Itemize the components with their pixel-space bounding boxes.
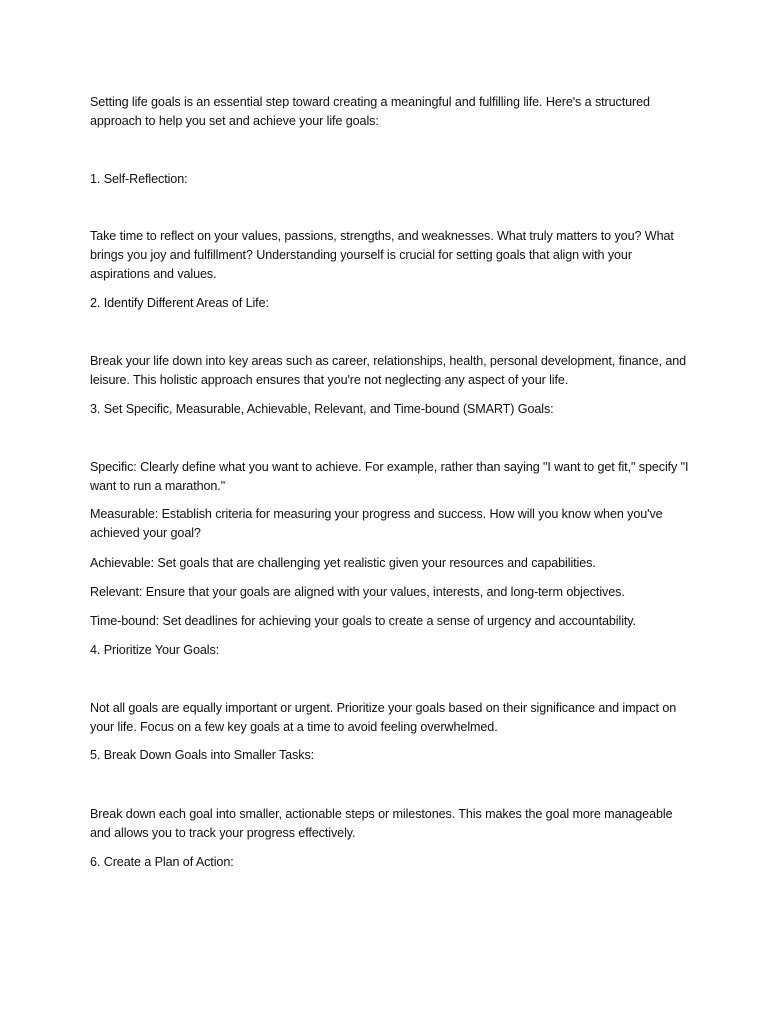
section-heading-break-down: 5. Break Down Goals into Smaller Tasks: xyxy=(90,748,315,762)
smart-measurable-paragraph: Measurable: Establish criteria for measuring your progress and success. How will you know when you've achieved your goal? xyxy=(90,507,663,540)
intro-paragraph: Setting life goals is an essential step toward creating a meaningful and fulfilling life. Here's a structured approach to help you set and achieve your life goals: xyxy=(90,95,650,128)
self-reflection-paragraph: Take time to reflect on your values, passions, strengths, and weaknesses. What truly matters to you? What brings you joy and fulfillment? Understanding yourself is crucial for setting goals that align with your aspirations and values. xyxy=(90,229,674,281)
smart-relevant-paragraph: Relevant: Ensure that your goals are aligned with your values, interests, and long-term objectives. xyxy=(90,585,625,599)
prioritize-paragraph: Not all goals are equally important or urgent. Prioritize your goals based on their significance and impact on your life. Focus on a few key goals at a time to avoid feeling overwhelmed. xyxy=(90,701,677,734)
section-heading-smart-goals: 3. Set Specific, Measurable, Achievable, Relevant, and Time-bound (SMART) Goals: xyxy=(90,402,554,416)
areas-of-life-paragraph: Break your life down into key areas such as career, relationships, health, personal development, finance, and leisure. This holistic approach ensures that you're not neglecting any aspect of your life. xyxy=(90,354,687,387)
section-heading-prioritize: 4. Prioritize Your Goals: xyxy=(90,643,220,657)
smart-timebound-paragraph: Time-bound: Set deadlines for achieving your goals to create a sense of urgency and accountability. xyxy=(90,614,636,628)
section-heading-plan-of-action: 6. Create a Plan of Action: xyxy=(90,855,234,869)
break-down-paragraph: Break down each goal into smaller, actionable steps or milestones. This makes the goal more manageable and allows you to track your progress effectively. xyxy=(90,807,673,840)
section-heading-areas-of-life: 2. Identify Different Areas of Life: xyxy=(90,296,269,310)
section-heading-self-reflection: 1. Self-Reflection: xyxy=(90,172,188,186)
smart-specific-paragraph: Specific: Clearly define what you want to achieve. For example, rather than saying "I want to get fit," specify "I want to run a marathon." xyxy=(90,460,689,493)
smart-achievable-paragraph: Achievable: Set goals that are challenging yet realistic given your resources and capabilities. xyxy=(90,556,596,570)
